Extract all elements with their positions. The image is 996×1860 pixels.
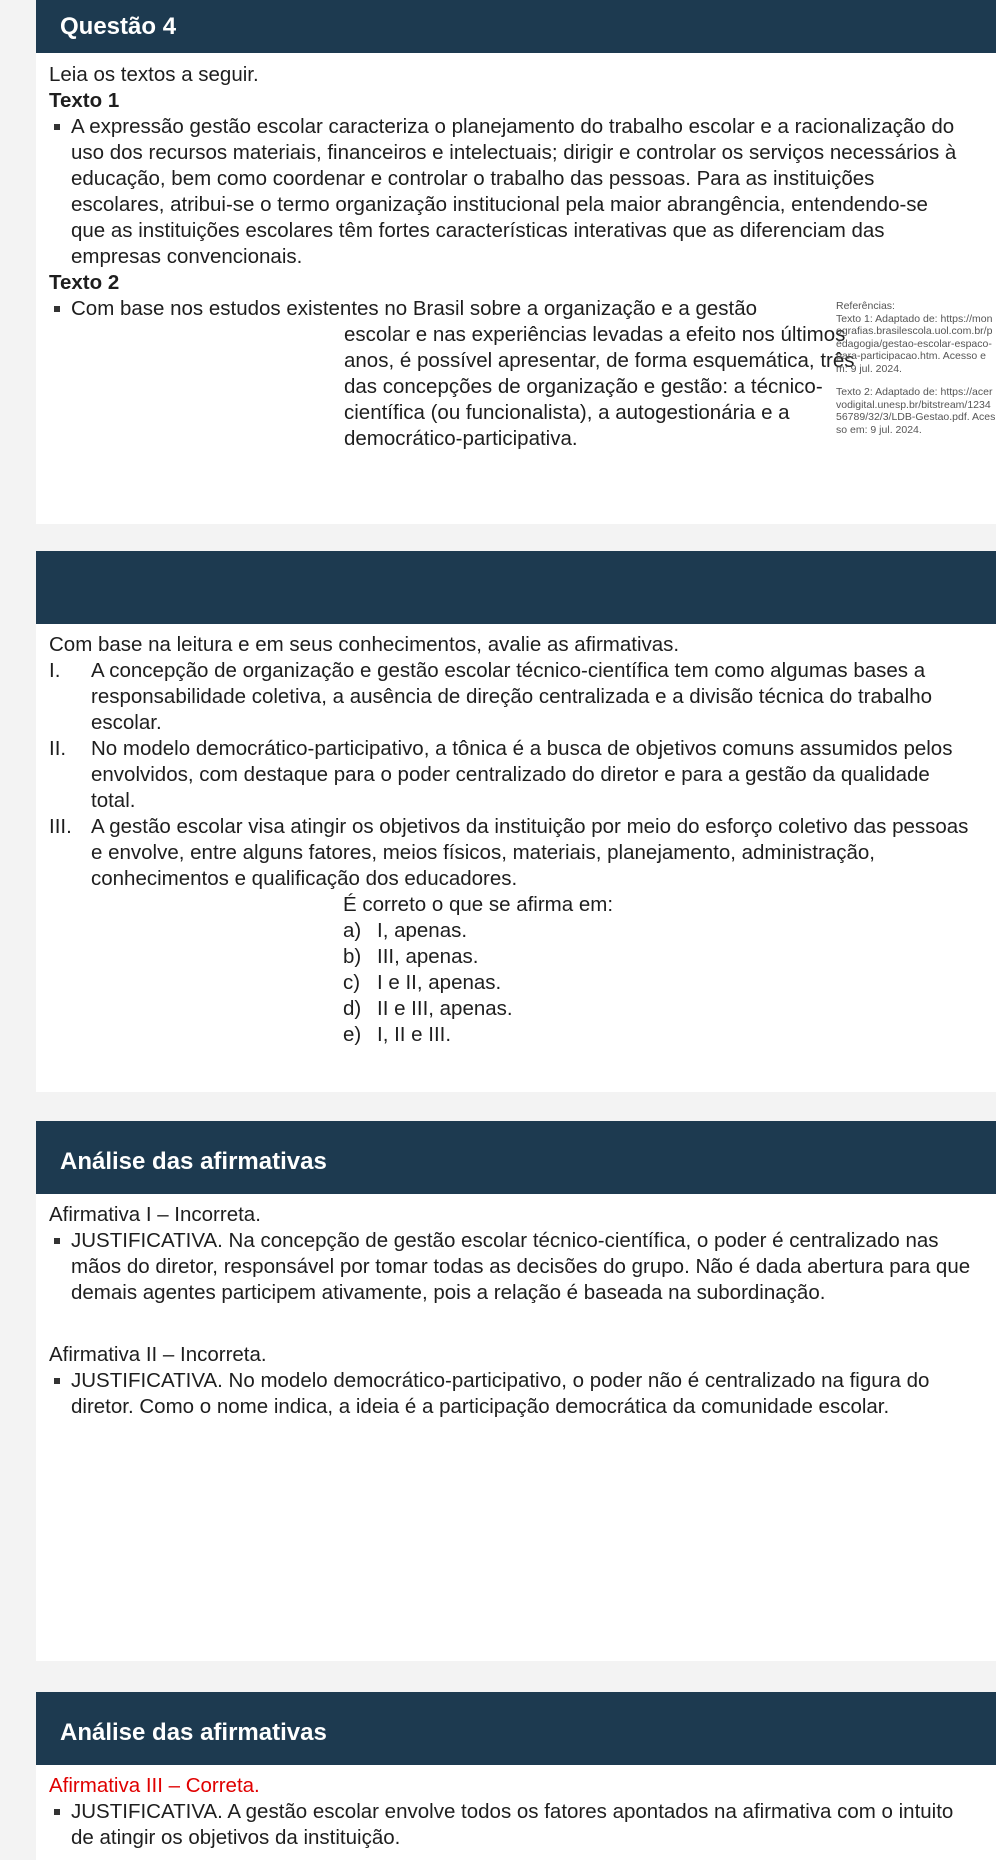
option-d xyxy=(343,996,976,1022)
slide-header xyxy=(36,1692,996,1765)
reference-1: Texto 1: Adaptado de: https://monografias.brasilescola.uol.com.br/pedagogia/gestao-escolar-espaco-para-participacao.htm. Acesso em: 9 jul. 2024. xyxy=(836,312,993,375)
item-number: II. xyxy=(49,737,67,760)
item-number: III. xyxy=(49,815,72,838)
slide-analise-2 xyxy=(36,1692,996,1860)
slide-question-4 xyxy=(36,0,996,524)
slide-analise-1 xyxy=(36,1121,996,1661)
afirmativa-2-status: Afirmativa II – Incorreta. xyxy=(49,1343,267,1366)
references-heading: Referências: xyxy=(836,300,895,312)
option-b xyxy=(343,944,976,970)
slide-body xyxy=(36,1765,996,1851)
texto1-heading: Texto 1 xyxy=(49,89,120,112)
option-c xyxy=(343,970,976,996)
slide-title: Análise das afirmativas xyxy=(60,1718,327,1746)
afirmativas-intro: Com base na leitura e em seus conhecimentos, avalie as afirmativas. xyxy=(49,633,680,656)
item-text: No modelo democrático-participativo, a tônica é a busca de objetivos comuns assumidos pelos envolvidos, com destaque para o poder centralizado do diretor e para a gestão da qualidade total. xyxy=(91,737,953,812)
slide-header xyxy=(36,1121,996,1194)
option-letter: c) xyxy=(343,971,361,994)
option-text: I, apenas. xyxy=(377,919,468,942)
afirmativa-1-status: Afirmativa I – Incorreta. xyxy=(49,1203,261,1226)
option-text: I, II e III. xyxy=(377,1023,452,1046)
item-number: I. xyxy=(49,659,61,682)
afirmativa-item xyxy=(49,736,976,814)
option-text: I e II, apenas. xyxy=(377,971,502,994)
afirmativa-3-justification: JUSTIFICATIVA. A gestão escolar envolve todos os fatores apontados na afirmativa com o intuito de atingir os objetivos da instituição. xyxy=(49,1799,976,1851)
slide-title: Questão 4 xyxy=(60,12,177,40)
texto1-body: A expressão gestão escolar caracteriza o planejamento do trabalho escolar e a racionalização do uso dos recursos materiais, financeiros e intelectuais; dirigir e controlar os serviços necessários à educação, bem como coordenar e controlar o trabalho das pessoas. Para as instituições escolares, atribui-se o termo organização institucional pela maior abrangência, entendendo-se que as instituições escolares têm fortes características interativas que as diferenciam das empresas convencionais. xyxy=(49,114,966,270)
option-letter: d) xyxy=(343,997,362,1020)
option-text: II e III, apenas. xyxy=(377,997,513,1020)
item-text: A concepção de organização e gestão escolar técnico-científica tem como algumas bases a responsabilidade coletiva, a ausência de direção centralizada e a divisão técnica do trabalho escolar. xyxy=(91,659,933,734)
slide-title: Análise das afirmativas xyxy=(60,1147,327,1175)
slide-header-empty xyxy=(36,551,996,624)
option-letter: e) xyxy=(343,1023,362,1046)
references xyxy=(836,300,996,436)
texto2-heading: Texto 2 xyxy=(49,271,120,294)
option-letter: b) xyxy=(343,945,362,968)
afirmativa-1-justification: JUSTIFICATIVA. Na concepção de gestão escolar técnico-científica, o poder é centralizado nas mãos do diretor, responsável por tomar todas as decisões do grupo. Não é dada abertura para que demais agentes participem ativamente, pois a relação é baseada na subordinação. xyxy=(49,1228,976,1306)
question-prompt: É correto o que se afirma em: xyxy=(343,893,614,916)
option-a xyxy=(343,918,976,944)
option-e xyxy=(343,1022,976,1048)
option-text: III, apenas. xyxy=(377,945,479,968)
afirmativa-2-justification: JUSTIFICATIVA. No modelo democrático-participativo, o poder não é centralizado na figura do diretor. Como o nome indica, a ideia é a participação democrática da comunidade escolar. xyxy=(49,1368,996,1420)
texto2-body: escolar e nas experiências levadas a efeito nos últimos anos, é possível apresentar, de forma esquemática, três das concepções de organização e gestão: a técnico-científica (ou funcionalista), a autogestionária e a democrático-participativa. xyxy=(344,323,855,450)
afirmativa-item xyxy=(49,658,976,736)
slide-body xyxy=(36,624,996,1048)
slide-header xyxy=(36,0,996,53)
slide-body xyxy=(36,1194,996,1420)
afirmativa-item xyxy=(49,814,976,892)
reference-2: Texto 2: Adaptado de: https://acervodigital.unesp.br/bitstream/123456789/32/3/LDB-Gestao.pdf. Acesso em: 9 jul. 2024. xyxy=(836,386,996,436)
texto2-line1: Com base nos estudos existentes no Brasil sobre a organização e a gestão xyxy=(49,296,866,322)
option-letter: a) xyxy=(343,919,362,942)
intro-text: Leia os textos a seguir. xyxy=(49,63,259,86)
afirmativa-3-status: Afirmativa III – Correta. xyxy=(49,1774,260,1797)
slide-afirmativas xyxy=(36,551,996,1092)
item-text: A gestão escolar visa atingir os objetivos da instituição por meio do esforço coletivo das pessoas e envolve, entre alguns fatores, meios físicos, materiais, planejamento, administração, conhecimentos e qualificação dos educadores. xyxy=(91,815,969,890)
